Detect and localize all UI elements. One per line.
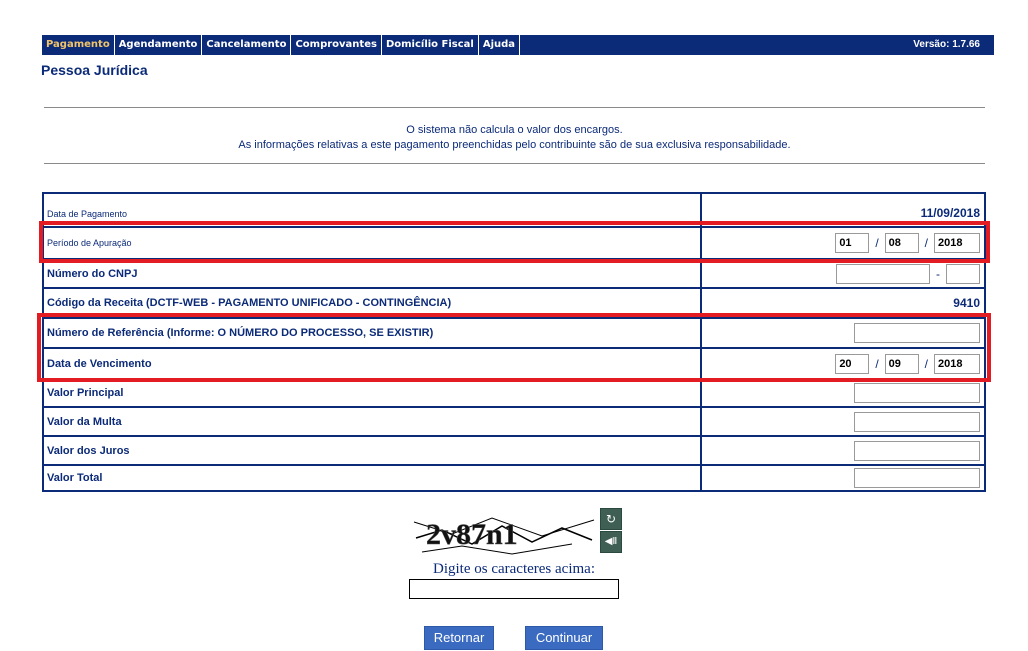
vencimento-month-input[interactable]: 09 [885,354,919,374]
captcha-image [412,508,596,558]
menu-item-domicilio-fiscal[interactable]: Domicílio Fiscal [382,35,479,55]
cnpj-separator: - [936,266,940,281]
retornar-button[interactable]: Retornar [424,626,494,650]
valor-multa-field [854,408,980,435]
main-menu [42,35,520,55]
notice-text [44,123,985,153]
label-valor-multa: Valor da Multa [47,415,122,428]
periodo-year-input[interactable]: 2018 [934,233,980,253]
label-periodo-apuracao: Período de Apuração [47,238,132,248]
row-valor-juros [44,435,984,464]
captcha-text: 2v87n1 [426,518,518,551]
label-data-pagamento: Data de Pagamento [47,209,128,219]
menu-item-comprovantes[interactable]: Comprovantes [291,35,382,55]
date-separator: / [875,356,879,371]
column-separator [700,260,702,287]
notice-line-2: As informações relativas a este pagamento preenchidas pelo contribuinte são de sua exclusiva responsabilidade. [238,139,791,151]
periodo-month-input[interactable]: 08 [885,233,919,253]
row-valor-multa [44,406,984,435]
valor-total-input[interactable] [854,468,980,488]
label-cnpj: Número do CNPJ [47,267,138,280]
column-separator [700,408,702,435]
row-valor-total [44,464,984,490]
page-title: Pessoa Jurídica [41,62,148,78]
captcha-input[interactable] [409,579,619,599]
value-data-pagamento: 11/09/2018 [920,206,980,220]
refresh-icon[interactable]: ↻ [600,508,622,530]
audio-icon[interactable]: ◀Ⅱ [600,531,622,553]
notice-line-1: O sistema não calcula o valor dos encargos. [406,124,623,136]
date-separator: / [924,356,928,371]
divider-bottom [44,163,985,164]
highlight-box-referencia-vencimento [37,313,991,382]
label-codigo-receita: Código da Receita (DCTF-WEB - PAGAMENTO UNIFICADO - CONTINGÊNCIA) [47,297,452,309]
column-separator [700,466,702,490]
row-valor-principal [44,378,984,406]
date-separator: / [924,236,928,250]
valor-juros-input[interactable] [854,441,980,461]
valor-principal-field [854,380,980,406]
menu-item-cancelamento[interactable]: Cancelamento [202,35,291,55]
captcha-prompt: Digite os caracteres acima: [433,561,595,577]
top-menu-bar [42,35,994,55]
label-valor-principal: Valor Principal [47,387,124,399]
label-numero-referencia: Número de Referência (Informe: O NÚMERO DO PROCESSO, SE EXISTIR) [47,327,434,339]
date-separator: / [875,236,879,250]
periodo-day-input[interactable]: 01 [835,233,869,253]
captcha-graphic [412,508,596,558]
cnpj-input[interactable] [836,264,930,284]
vencimento-year-input[interactable]: 2018 [934,354,980,374]
label-data-vencimento: Data de Vencimento [47,357,152,370]
divider-top [44,107,985,108]
version-label: Versão: 1.7.66 [913,39,980,50]
valor-juros-field [854,437,980,464]
column-separator [700,437,702,464]
menu-item-pagamento[interactable]: Pagamento [42,35,115,55]
label-valor-juros: Valor dos Juros [47,444,130,457]
value-codigo-receita: 9410 [953,296,980,310]
label-valor-total: Valor Total [47,472,103,484]
vencimento-day-input[interactable]: 20 [835,354,869,374]
cnpj-fields [836,260,980,287]
continuar-button[interactable]: Continuar [525,626,603,650]
column-separator [700,380,702,406]
menu-item-agendamento[interactable]: Agendamento [115,35,203,55]
valor-multa-input[interactable] [854,412,980,432]
cnpj-dv-input[interactable] [946,264,980,284]
valor-principal-input[interactable] [854,383,980,403]
highlight-box-periodo [39,221,990,263]
valor-total-field [854,466,980,490]
menu-item-ajuda[interactable]: Ajuda [479,35,520,55]
